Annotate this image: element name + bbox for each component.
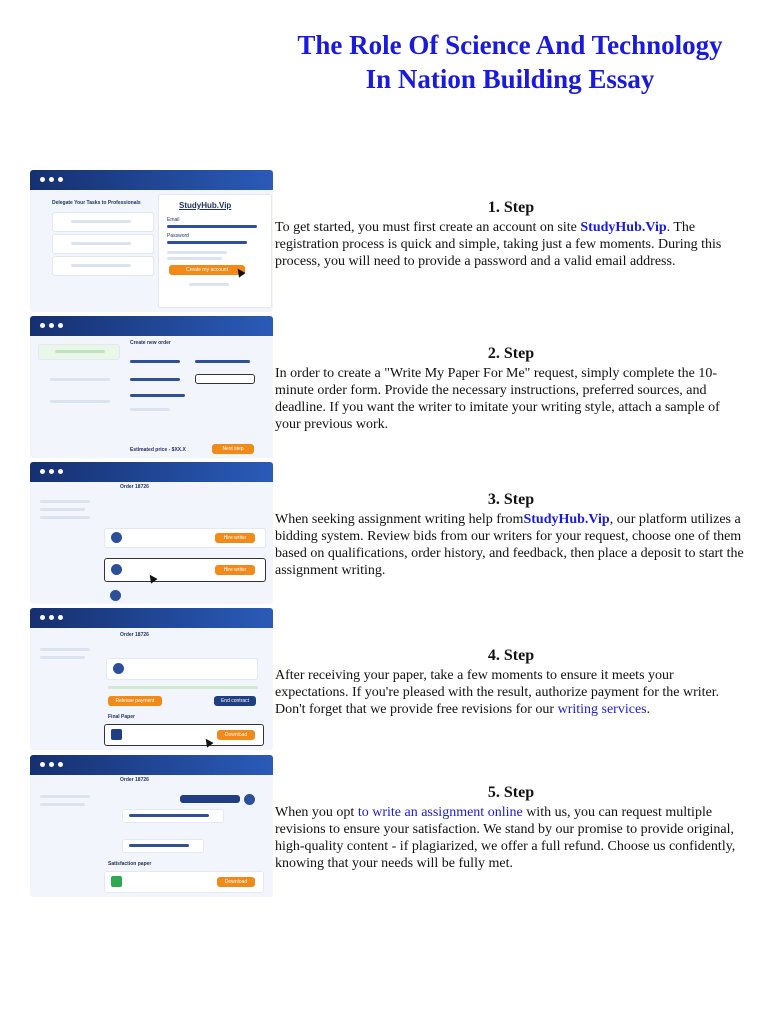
step-3-heading: 3. Step [487, 491, 535, 508]
next-step-button[interactable]: Next step [212, 444, 254, 454]
release-payment-button[interactable]: Release payment [108, 696, 162, 706]
download-button[interactable]: Download [217, 730, 255, 740]
step-1-screenshot: Delegate Your Tasks to Professionals StudyHub.Vip Email Password Create my account [30, 170, 273, 312]
step-2-text: In order to create a "Write My Paper For Me" request, simply complete the 10-minute order form. Provide the necessary instructions, preferred sources, and deadline. If you want the writer to imitate your writing style, attach a sample of your previous work. [275, 366, 720, 432]
step-5-screenshot: Order 18726 Satisfaction paper Download [30, 755, 273, 897]
step-3-screenshot: Order 18726 Hire writer Hire writer [30, 462, 273, 604]
create-account-button[interactable]: Create my account [169, 265, 245, 275]
writing-services-link[interactable]: writing services [557, 702, 647, 717]
brand-label: StudyHub.Vip [179, 201, 232, 210]
studyhub-link[interactable]: StudyHub.Vip [523, 512, 610, 527]
step-4-heading: 4. Step [487, 647, 535, 664]
step-5-text: When you opt to write an assignment online with us, you can request multiple revisions to ensure your satisfaction. We stand by our promise to provide original, high-quality content - if plagiarized, we offer a full refund. Choose us confidently, knowing that your needs will be fully met. [275, 805, 736, 871]
step-1-heading: 1. Step [487, 199, 535, 216]
download-button[interactable]: Download [217, 877, 255, 887]
studyhub-link[interactable]: StudyHub.Vip [580, 220, 667, 235]
page-title: The Role Of Science And Technology In Nation Building Essay [297, 30, 723, 94]
step-4-screenshot: Order 18726 Release payment End contract Final Paper Download [30, 608, 273, 750]
step-1-text: To get started, you must first create an account on site StudyHub.Vip. The registration process is quick and simple, taking just a few moments. During this process, you will need to provide a password and a valid email address. [275, 220, 722, 269]
end-contract-button[interactable]: End contract [214, 696, 256, 706]
step-3-text: When seeking assignment writing help fromStudyHub.Vip, our platform utilizes a bidding system. Review bids from our writers for your request, choose one of them based on qualifications, order history, and feedback, then place a deposit to start the assignment writing. [275, 512, 744, 578]
step-2-screenshot: Create new order Estimated price - $XX.X Next step [30, 316, 273, 458]
step-5-heading: 5. Step [487, 784, 535, 801]
step-2-heading: 2. Step [487, 345, 535, 362]
estimated-price: Estimated price - $XX.X [130, 447, 186, 453]
hire-writer-button[interactable]: Hire writer [215, 565, 255, 575]
write-assignment-link[interactable]: to write an assignment online [357, 805, 523, 820]
step-4-text: After receiving your paper, take a few moments to ensure it meets your expectations. If you're pleased with the result, authorize payment for the writer. Don't forget that we provide free revisions for our writing services. [275, 668, 720, 717]
